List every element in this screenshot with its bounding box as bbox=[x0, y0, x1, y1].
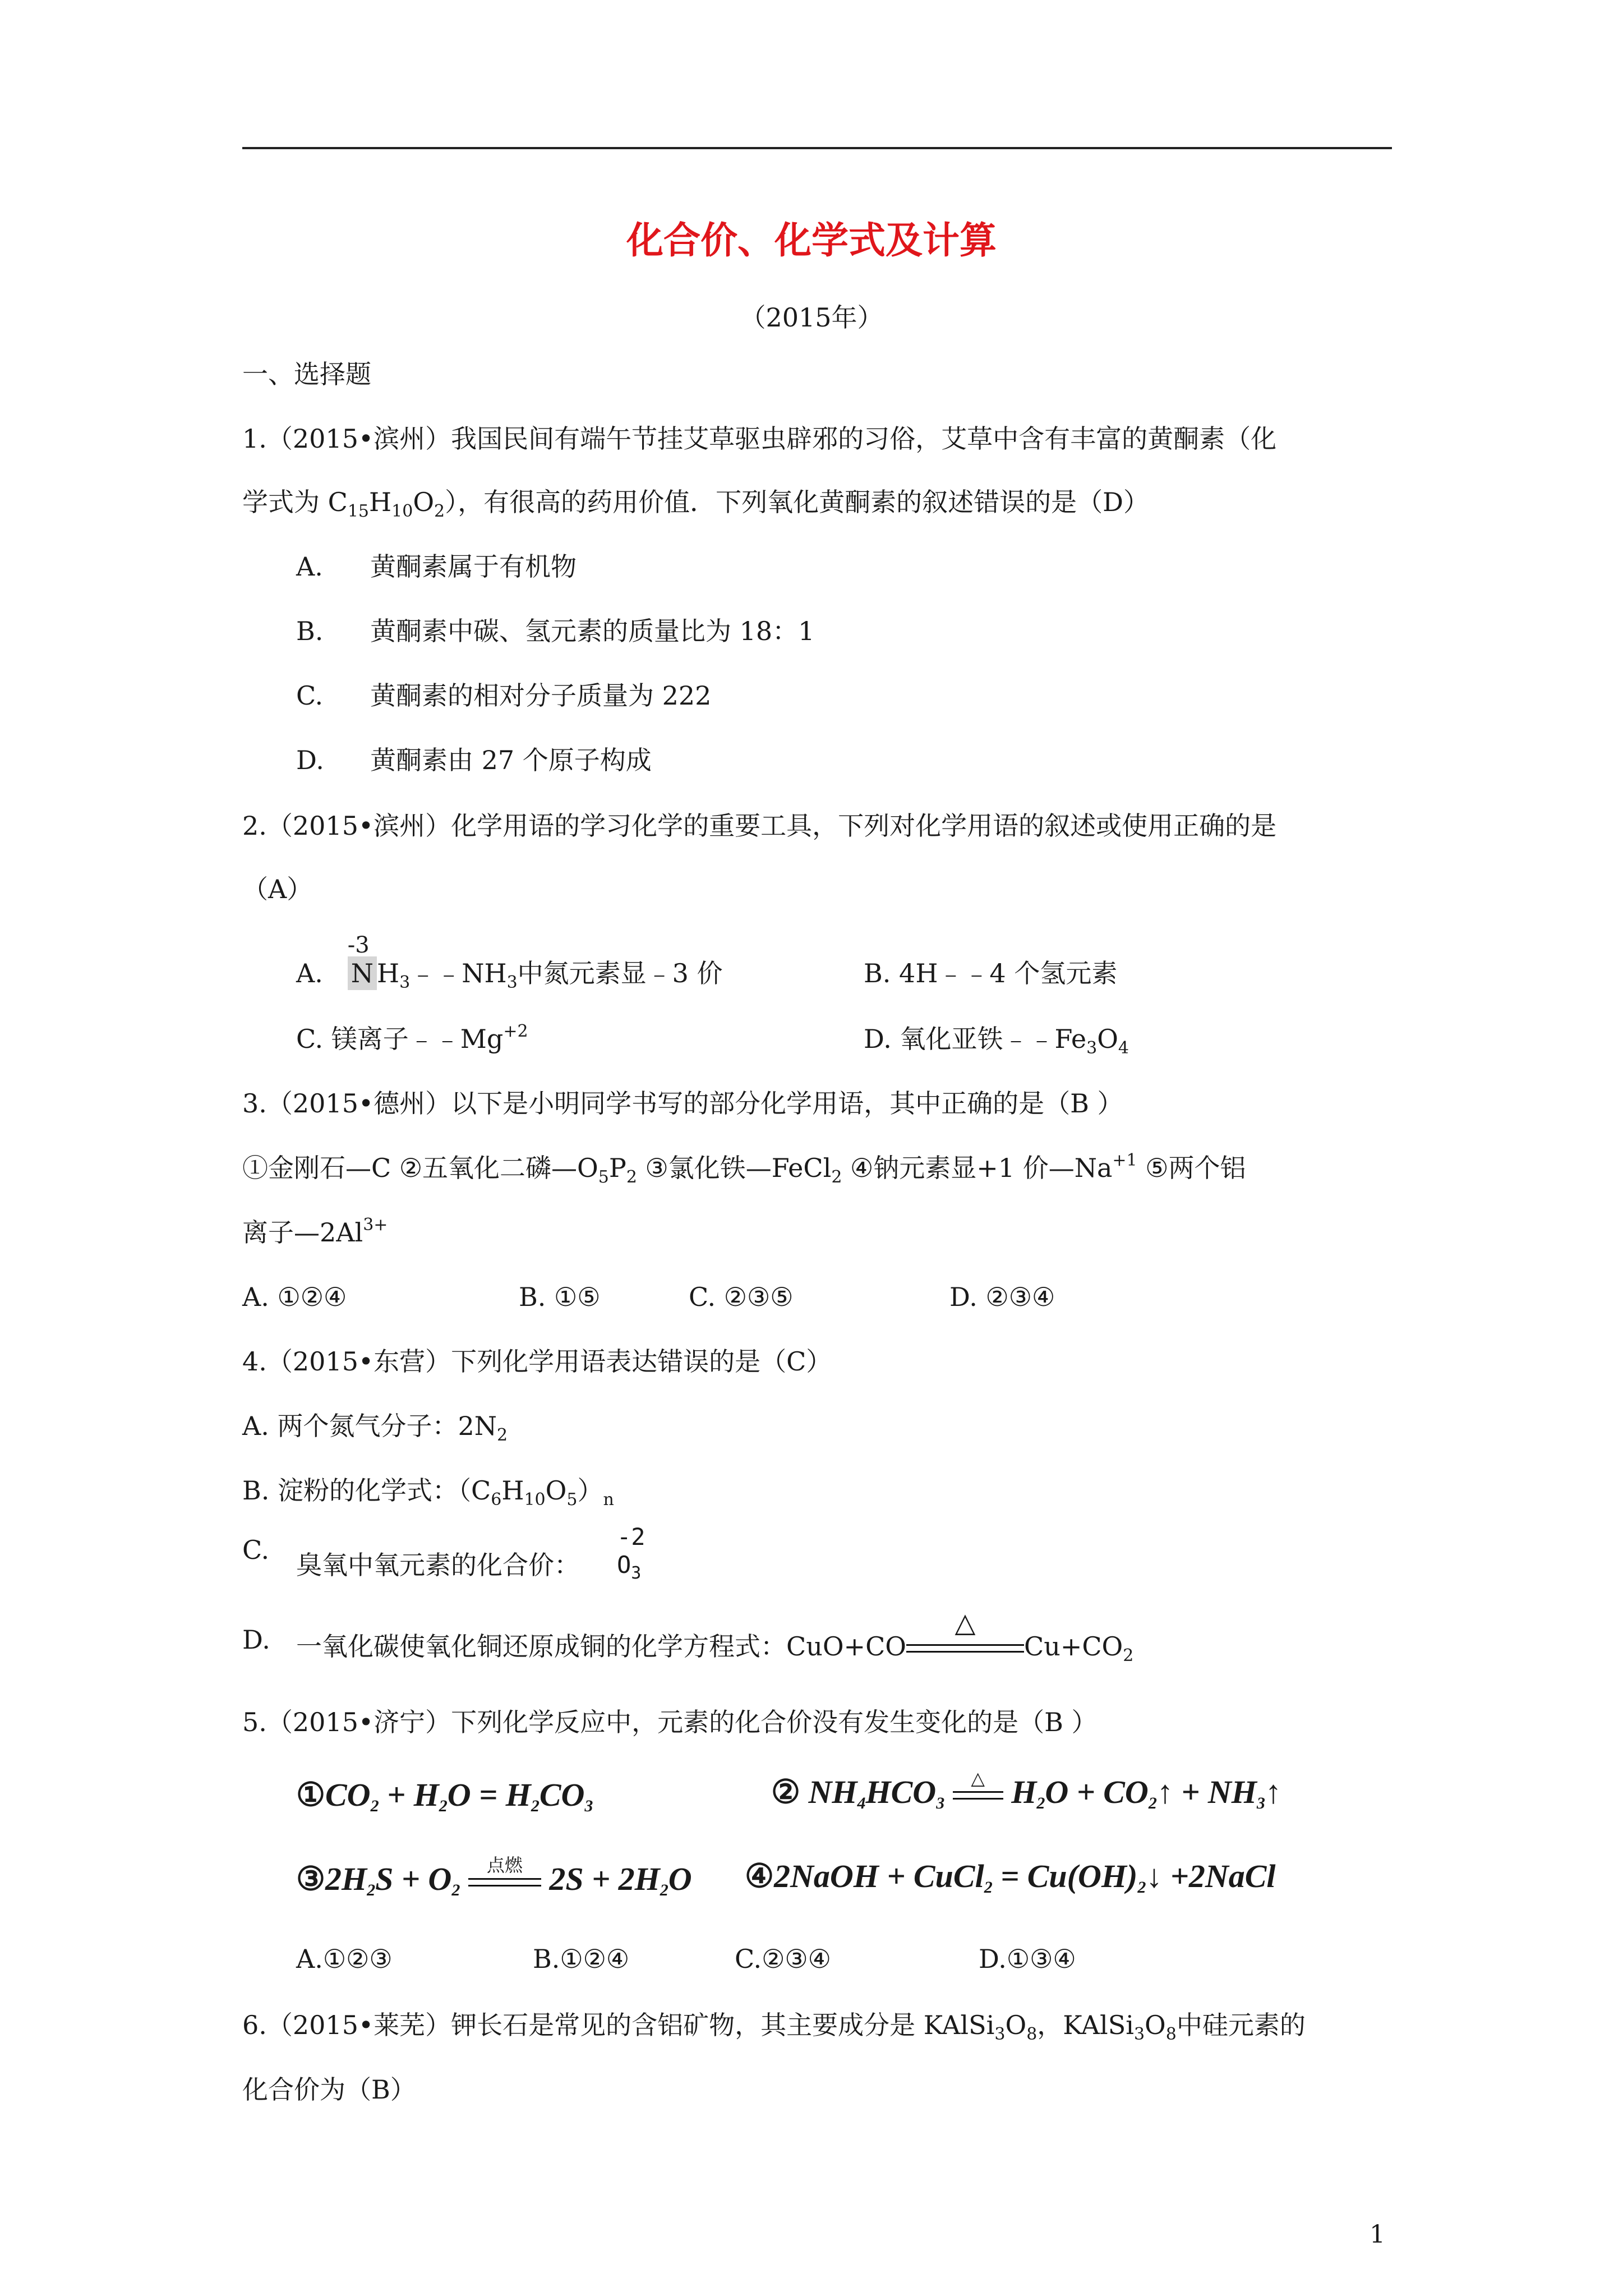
q1-option-a: A. bbox=[296, 551, 323, 582]
q1-option-b: B. bbox=[296, 616, 324, 646]
q3-option-b: B. ①⑤ bbox=[519, 1282, 601, 1312]
q4-option-d-text: 一氧化碳使氧化铜还原成铜的化学方程式：CuO+CO △ $Cu+CO_2$ bbox=[296, 1607, 1134, 1665]
page-number: 1 bbox=[1370, 2220, 1385, 2249]
q1-option-b-text: 黄酮素中碳、氢元素的质量比为 18：1 bbox=[370, 616, 815, 646]
q4-option-c-text: 臭氧中氧元素的化合价： bbox=[296, 1550, 580, 1580]
q6-line1: 6.（2015•莱芜）钾长石是常见的含铝矿物，其主要成分是 $KAlSi_3O_8$，$KAlSi_3O_8$中硅元素的 bbox=[242, 2010, 1306, 2044]
q4-option-c-letter: C. bbox=[242, 1535, 270, 1565]
q5-eq2: ② $NH_4HCO_3$ △ $H_2O$ + $CO_2↑$ + $NH_3↑$ bbox=[771, 1768, 1281, 1812]
q5-option-d: D.①③④ bbox=[979, 1944, 1076, 1974]
q5-eq4: ④2NaOH + CuCl$_2$ = $Cu(OH)_2↓$ +2NaCl bbox=[745, 1858, 1276, 1897]
reaction-equals: △ bbox=[906, 1637, 1024, 1660]
q1-line1: 1.（2015•滨州）我国民间有端午节挂艾草驱虫辟邪的习俗，艾草中含有丰富的黄酮素（化 bbox=[242, 424, 1277, 454]
q1-line2: 学式为 $C_{15}H_{10}O_2$），有很高的药用价值．下列氧化黄酮素的叙述错误的是（D） bbox=[242, 487, 1150, 521]
q1-option-a-text: 黄酮素属于有机物 bbox=[370, 551, 577, 582]
q3-option-c: C. ②③⑤ bbox=[689, 1282, 794, 1312]
q1-option-d-text: 黄酮素由 27 个原子构成 bbox=[370, 745, 652, 775]
q3-option-d: D. ②③④ bbox=[949, 1282, 1055, 1312]
q5-option-a: A.①②③ bbox=[296, 1944, 393, 1974]
section-heading: 一、选择题 bbox=[242, 359, 371, 389]
page-title: 化合价、化学式及计算 bbox=[626, 218, 997, 262]
q4-line1: 4.（2015•东营）下列化学用语表达错误的是（C） bbox=[242, 1346, 832, 1377]
q5-option-c: C.②③④ bbox=[735, 1944, 831, 1974]
q2-line2: （A） bbox=[242, 874, 313, 904]
q5-eq1: $①CO_2 + H_2O = H_2CO_3$ bbox=[296, 1777, 593, 1815]
q5-line1: 5.（2015•济宁）下列化学反应中，元素的化合价没有发生变化的是（B ） bbox=[242, 1707, 1098, 1737]
q1-option-c: C. bbox=[296, 680, 324, 711]
q4-option-c-valence: -2 $O_3$ bbox=[617, 1523, 645, 1583]
q3-option-a: A. ①②④ bbox=[242, 1282, 347, 1312]
q2-option-d: D. 氧化亚铁$﹣﹣Fe_3O_4$ bbox=[864, 1024, 1129, 1058]
q3-line2: ①金刚石—C ②五氧化二磷$—O_5P_2$ ③氯化铁—FeCl$_2$ ④钠元素显+1 价$—Na^{+1}$ ⑤两个铝 bbox=[242, 1151, 1246, 1187]
q2-option-a: A. -3 N $H_3﹣﹣NH_3$中氮元素显﹣3 价 bbox=[296, 932, 723, 992]
q3-line1: 3.（2015•德州）以下是小明同学书写的部分化学用语，其中正确的是（B ） bbox=[242, 1088, 1123, 1119]
q2-line1: 2.（2015•滨州）化学用语的学习化学的重要工具，下列对化学用语的叙述或使用正确的是 bbox=[242, 811, 1277, 841]
valence-highlight: -3 N bbox=[348, 956, 377, 990]
q4-option-a: A. 两个氮气分子：$2N_2$ bbox=[242, 1411, 508, 1445]
q3-line3: 离子$—2Al^{3+}$ bbox=[242, 1215, 388, 1248]
q5-eq3: $③2H_2S + O_2$ 点燃 $2S + 2H_2O$ bbox=[296, 1855, 692, 1899]
q2-option-b: B. 4H﹣﹣4 个氢元素 bbox=[864, 958, 1118, 988]
q4-option-b: B. 淀粉的化学式：$(C_6H_{10}O_5)_n$ bbox=[242, 1475, 614, 1510]
header-rule bbox=[242, 147, 1392, 149]
q5-option-b: B.①②④ bbox=[533, 1944, 630, 1974]
q6-line2: 化合价为（B） bbox=[242, 2074, 416, 2105]
page-year: （2015年） bbox=[740, 302, 883, 333]
q1-option-d: D. bbox=[296, 745, 324, 775]
q4-option-d-letter: D. bbox=[242, 1625, 270, 1655]
q2-option-c: C. 镁离子$﹣﹣Mg^{+2}$ bbox=[296, 1022, 528, 1054]
q1-option-c-text: 黄酮素的相对分子质量为 222 bbox=[370, 680, 712, 711]
